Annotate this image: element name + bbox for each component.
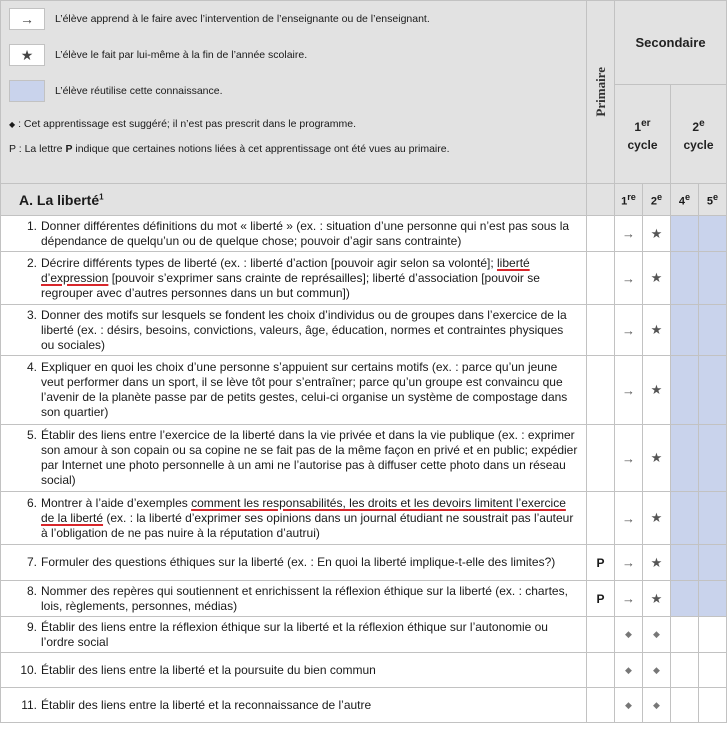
reuse-cell — [671, 305, 699, 356]
legend-blue-row — [9, 73, 578, 109]
section-primaire-cell — [587, 184, 615, 216]
reuse-cell — [671, 425, 699, 492]
table-row — [1, 492, 727, 545]
diamond-icon: ◆ — [643, 688, 671, 723]
reuse-cell — [671, 216, 699, 252]
text-segment: Formuler des questions éthiques sur la liberté (ex. : En quoi la liberté implique-t-elle des limites?) — [41, 555, 556, 569]
item-number: 11. — [21, 697, 37, 712]
arrow-icon: → — [615, 581, 643, 617]
blue-swatch — [9, 80, 45, 102]
primaire-cell: P — [587, 545, 615, 581]
primaire-cell — [587, 653, 615, 688]
text-segment: Montrer à l’aide d’exemples — [41, 495, 192, 510]
table-row — [1, 581, 727, 617]
primaire-cell: P — [587, 581, 615, 617]
col-header-2-n: 2 — [650, 195, 658, 208]
item-text — [41, 219, 578, 249]
list-item — [1, 620, 578, 650]
item-number: 3. — [26, 307, 37, 322]
primaire-label: Primaire — [592, 67, 608, 117]
star-icon: ★ — [9, 44, 45, 66]
arrow-icon: → — [615, 356, 643, 425]
primaire-cell — [587, 617, 615, 653]
item-number: 1. — [26, 218, 37, 233]
star-icon: ★ — [643, 492, 671, 545]
text-segment: Nommer des repères qui soutiennent et enrichissent la réflexion éthique sur la liberté (ex. : chartes, lois, règlements, personnes, médias) — [41, 583, 568, 613]
col-header-3 — [671, 184, 699, 216]
text-segment: Donner des motifs sur lesquels se fondent les choix d’individus ou de groupes dans l’exercice de la liberté (ex. : désirs, besoins, convictions, valeurs, âge, éducation, normes et contraintes physiques ou sociales) — [41, 307, 567, 352]
diamond-icon: ◆ — [615, 617, 643, 653]
table-row — [1, 653, 727, 688]
item-number: 2. — [26, 255, 37, 270]
item-number: 9. — [26, 619, 37, 634]
reuse-cell — [671, 252, 699, 305]
list-item — [1, 496, 578, 541]
col-header-1-n: 1 — [621, 195, 628, 208]
reuse-cell — [699, 545, 727, 581]
reuse-cell — [671, 492, 699, 545]
empty-cell — [699, 617, 727, 653]
list-item — [1, 428, 578, 488]
reuse-cell — [671, 545, 699, 581]
arrow-icon: → — [9, 8, 45, 30]
star-icon: ★ — [643, 545, 671, 581]
empty-cell — [671, 653, 699, 688]
star-icon: ★ — [643, 216, 671, 252]
diamond-icon: ◆ — [9, 120, 16, 129]
reuse-cell — [699, 216, 727, 252]
arrow-icon: → — [615, 252, 643, 305]
primaire-cell — [587, 252, 615, 305]
list-item — [1, 308, 578, 353]
empty-cell — [699, 653, 727, 688]
item-number: 8. — [26, 583, 37, 598]
table-row — [1, 688, 727, 723]
reuse-cell — [699, 492, 727, 545]
item-number: 7. — [26, 555, 37, 569]
star-icon: ★ — [643, 305, 671, 356]
empty-cell — [671, 617, 699, 653]
section-header-row — [1, 184, 727, 216]
reuse-cell — [699, 356, 727, 425]
text-segment: Établir des liens entre la liberté et la poursuite du bien commun — [41, 662, 376, 677]
text-segment: (ex. : la liberté d’exprimer ses opinions dans un journal étudiant ne soustrait pas l’auteur à l’obligation de ne pas nuire à la réputation d’autrui) — [41, 510, 574, 540]
item-text-cell — [1, 492, 587, 545]
item-text-cell — [1, 653, 587, 688]
item-text-cell — [1, 545, 587, 581]
legend-star-text: L’élève le fait par lui-même à la fin de l’année scolaire. — [55, 49, 308, 61]
section-title — [1, 184, 587, 216]
reuse-cell — [671, 356, 699, 425]
legend-arrow-row — [9, 1, 578, 37]
reuse-cell — [699, 305, 727, 356]
diamond-icon: ◆ — [643, 653, 671, 688]
legend-p-text-b: indique que certaines notions liées à cet apprentissage ont été vues au primaire. — [72, 143, 450, 155]
text-segment: Décrire différents types de liberté (ex. : liberté d’action [pouvoir agir selon sa volonté]; — [41, 255, 498, 270]
list-item — [1, 584, 578, 614]
list-item — [1, 360, 578, 420]
item-text-cell — [1, 581, 587, 617]
arrow-icon: → — [615, 492, 643, 545]
empty-cell — [699, 688, 727, 723]
star-icon: ★ — [643, 581, 671, 617]
reuse-cell — [699, 425, 727, 492]
table-row — [1, 356, 727, 425]
item-text — [41, 698, 371, 713]
text-segment: [pouvoir s’exprimer sans crainte de représailles]; liberté d’association [pouvoir se regrouper avec d’autres personnes dans un but commun]) — [41, 270, 540, 300]
primaire-cell — [587, 305, 615, 356]
legend-diamond-note — [9, 117, 578, 132]
table-row — [1, 545, 727, 581]
underlined-text: comment les responsabilités, les droits et les devoirs limitent l’exercice de la liberté — [41, 495, 566, 525]
col-header-4-s: e — [713, 191, 719, 202]
cycle2-word: cycle — [683, 137, 714, 152]
cycle2-number: 2 — [692, 119, 700, 134]
item-text — [41, 256, 578, 301]
item-text — [41, 663, 376, 678]
star-icon: ★ — [643, 356, 671, 425]
item-text — [41, 620, 578, 650]
star-icon: ★ — [643, 425, 671, 492]
table-row — [1, 305, 727, 356]
table-row — [1, 617, 727, 653]
cycle1-header — [615, 85, 671, 184]
diamond-icon: ◆ — [615, 688, 643, 723]
star-icon: ★ — [643, 252, 671, 305]
item-text — [41, 555, 555, 570]
legend-blue-text: L’élève réutilise cette connaissance. — [55, 85, 223, 97]
col-header-1-s: re — [627, 191, 636, 202]
legend-arrow-text: L’élève apprend à le faire avec l’intervention de l’enseignante ou de l’enseignant. — [55, 13, 430, 25]
col-header-3-n: 4 — [678, 195, 686, 208]
list-item — [1, 555, 578, 570]
legend-diamond-text: : Cet apprentissage est suggéré; il n’est pas prescrit dans le programme. — [18, 118, 356, 130]
col-header-2-s: e — [657, 191, 663, 202]
underlined-text: liberté d’expression — [41, 255, 530, 285]
col-header-4 — [699, 184, 727, 216]
item-number: 5. — [26, 428, 37, 442]
item-text — [41, 428, 578, 488]
item-text-cell — [1, 216, 587, 252]
text-segment: Établir des liens entre la liberté et la reconnaissance de l’autre — [41, 697, 372, 712]
section-title-sup: 1 — [99, 191, 104, 201]
cycle1-sup: er — [641, 117, 651, 129]
legend-p-letter: P — [65, 143, 73, 155]
secondaire-header: Secondaire — [615, 1, 727, 85]
cycle1-word: cycle — [627, 137, 658, 152]
arrow-icon: → — [615, 545, 643, 581]
primaire-header — [587, 1, 615, 184]
list-item — [1, 663, 578, 678]
diamond-icon: ◆ — [643, 617, 671, 653]
reuse-cell — [671, 581, 699, 617]
item-text-cell — [1, 617, 587, 653]
col-header-2 — [643, 184, 671, 216]
arrow-icon: → — [615, 425, 643, 492]
legend-cell — [1, 1, 587, 184]
primaire-cell — [587, 425, 615, 492]
item-text — [41, 360, 578, 420]
item-text-cell — [1, 252, 587, 305]
primaire-cell — [587, 216, 615, 252]
empty-cell — [671, 688, 699, 723]
reuse-cell — [699, 252, 727, 305]
text-segment: Établir des liens entre la réflexion éthique sur la liberté et la réflexion éthique sur l’autonomie ou l’ordre social — [41, 619, 548, 649]
primaire-cell — [587, 492, 615, 545]
col-header-3-s: e — [685, 191, 691, 202]
item-number: 4. — [26, 360, 37, 374]
item-text-cell — [1, 688, 587, 723]
col-header-4-n: 5 — [706, 195, 714, 208]
list-item — [1, 698, 578, 713]
list-item — [1, 256, 578, 301]
item-text — [41, 308, 578, 353]
col-header-1 — [615, 184, 643, 216]
legend-star-row — [9, 37, 578, 73]
section-title-text: A. La liberté — [19, 191, 100, 208]
cycle1-number: 1 — [634, 119, 642, 134]
table-row — [1, 252, 727, 305]
table-row — [1, 425, 727, 492]
table-row — [1, 216, 727, 252]
item-text-cell — [1, 425, 587, 492]
item-text — [41, 584, 578, 614]
legend-p-text-a: P : La lettre — [9, 143, 66, 155]
cycle2-sup: e — [699, 117, 705, 129]
diamond-icon: ◆ — [615, 653, 643, 688]
item-number: 10. — [20, 662, 37, 677]
reuse-cell — [699, 581, 727, 617]
primaire-cell — [587, 688, 615, 723]
list-item — [1, 219, 578, 249]
item-text-cell — [1, 356, 587, 425]
arrow-icon: → — [615, 305, 643, 356]
item-number: 6. — [26, 495, 37, 510]
item-text — [41, 496, 578, 541]
text-segment: Établir des liens entre l’exercice de la liberté dans la vie privée et dans la vie publique (ex. : exprimer son amour à son copain ou sa copine ne se fait pas de la même façon en privé et en public; expédier par Internet une photo personnelle à un ami ne l’autorise pas à diffuser cette photo dans un réseau social) — [41, 428, 578, 487]
cycle2-header — [671, 85, 727, 184]
text-segment: Donner différentes définitions du mot « liberté » (ex. : situation d’une personne qui n’est pas sous la dépendance de quelqu’un ou de quelque chose; pouvoir d’agir sans contrainte) — [41, 218, 570, 248]
primaire-cell — [587, 356, 615, 425]
item-text-cell — [1, 305, 587, 356]
legend-p-note — [9, 142, 578, 157]
arrow-icon: → — [615, 216, 643, 252]
text-segment: Expliquer en quoi les choix d’une personne s’appuient sur certains motifs (ex. : parce qu’un jeune veut performer dans un sport, il se lève tôt pour s’entraîner; parce qu’un groupe est convaincu que l’avenir de la planète passe par de petits gestes, celui-ci organise un système de compostage dans son quartier) — [41, 360, 568, 419]
